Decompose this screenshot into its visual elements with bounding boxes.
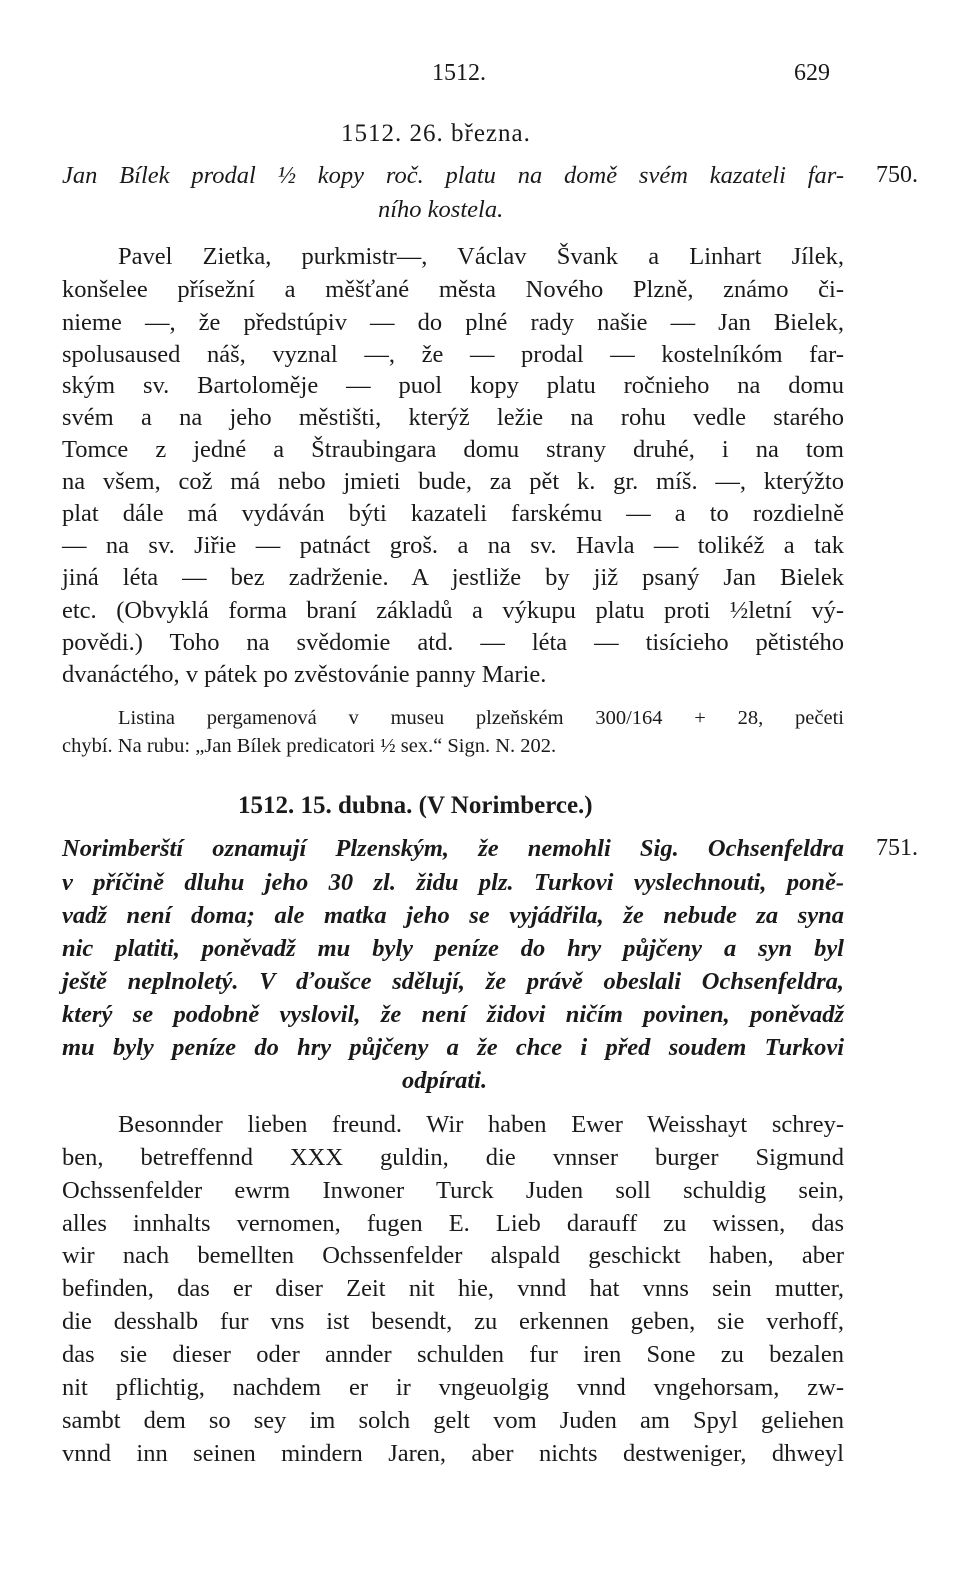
entry-751-body-line: die desshalb fur vns ist besendt, zu erkennen geben, sie verhoff, [62, 1308, 844, 1335]
entry-751-body-line: das sie dieser oder annder schulden fur iren Sone zu bezalen [62, 1341, 844, 1368]
entry-751-summary-line: odpírati. [402, 1067, 488, 1094]
entry-751-summary-line: vadž není doma; ale matka jeho se vyjádřila, že nebude za syna [62, 902, 844, 929]
entry-751-body-line: alles innhalts vernomen, fugen E. Lieb darauff zu wissen, das [62, 1210, 844, 1237]
entry-750-summary-line: Jan Bílek prodal ½ kopy roč. platu na domě svém kazateli far- [62, 162, 844, 189]
entry-751-summary-line: který se podobně vyslovil, že není židovi ničím povinen, poněvadž [62, 1001, 844, 1028]
entry-751-date-text: 1512. 15. dubna. (V Norimberce.) [238, 792, 593, 819]
entry-751-date [238, 792, 593, 820]
entry-750-body-line: konšelee přísežní a měšťané města Nového Plzně, známo či- [62, 276, 844, 303]
entry-750-body-line: na všem, což má nebo jmieti bude, za pět k. gr. míš. —, kterýžto [62, 468, 844, 495]
entry-750-body-line: nieme —, že předstúpiv — do plné rady našie — Jan Bielek, [62, 309, 844, 336]
entry-751-body-line: sambt dem so sey im solch gelt vom Juden am Spyl geliehen [62, 1407, 844, 1434]
entry-751-summary-line: Norimberští oznamují Plzenským, že nemohli Sig. Ochsenfeldra [62, 835, 844, 862]
entry-750-date: 1512. 26. března. [341, 120, 531, 147]
entry-751-body-line: vnnd inn seinen mindern Jaren, aber nichts destweniger, dhweyl [62, 1440, 844, 1467]
entry-750-number: 750. [876, 162, 918, 188]
entry-750-summary-line: ního kostela. [378, 196, 504, 223]
entry-751-summary-line: nic platiti, poněvadž mu byly peníze do hry půjčeny a syn byl [62, 935, 844, 962]
entry-750-body-line: spolusaused náš, vyznal —, že — prodal — kostelníkóm far- [62, 341, 844, 368]
entry-751-body-line: wir nach bemellten Ochssenfelder alspald geschickt haben, aber [62, 1242, 844, 1269]
entry-751-body-line: ben, betreffennd XXX guldin, die vnnser burger Sigmund [62, 1144, 844, 1171]
entry-751-summary-line: v příčině dluhu jeho 30 zl. židu plz. Turkovi vyslechnouti, poně- [62, 869, 844, 896]
entry-750-body-line: dvanáctého, v pátek po zvěstovánie panny Marie. [62, 661, 547, 688]
entry-750-body-line: svém a na jeho městišti, kterýž ležie na rohu vedle starého [62, 404, 844, 431]
entry-751-summary-line: mu byly peníze do hry půjčeny a že chce i před soudem Turkovi [62, 1034, 844, 1061]
entry-750-archival-note: Listina pergamenová v museu plzeňském 300/164 + 28, pečeti [118, 707, 844, 729]
entry-750-body-line: ským sv. Bartoloměje — puol kopy platu ročnieho na domu [62, 372, 844, 399]
entry-750-body-line: — na sv. Jiřie — patnáct groš. a na sv. Havla — tolikéž a tak [62, 532, 844, 559]
entry-751-body-line: nit pflichtig, nachdem er ir vngeuolgig vnnd vngehorsam, zw- [62, 1374, 844, 1401]
entry-750-body-line: jiná léta — bez zadrženie. A jestliže by již psaný Jan Bielek [62, 564, 844, 591]
entry-751-body-line: Besonnder lieben freund. Wir haben Ewer Weisshayt schrey- [118, 1111, 844, 1138]
entry-750-body-line: Pavel Zietka, purkmistr—, Václav Švank a Linhart Jílek, [118, 243, 844, 270]
entry-751-body-line: Ochssenfelder ewrm Inwoner Turck Juden soll schuldig sein, [62, 1177, 844, 1204]
entry-750-body-line: povědi.) Toho na svědomie atd. — léta — tisícieho pětistého [62, 629, 844, 656]
entry-750-archival-note: chybí. Na rubu: „Jan Bílek predicatori ½ sex.“ Sign. N. 202. [62, 735, 557, 757]
entry-750-body-line: plat dále má vydáván býti kazateli farskému — a to rozdielně [62, 500, 844, 527]
entry-751-summary-line: ještě neplnoletý. V ďoušce sdělují, že právě obeslali Ochsenfeldra, [62, 968, 844, 995]
entry-750-body-line: etc. (Obvyklá forma braní základů a výkupu platu proti ½letní vý- [62, 597, 844, 624]
page-number: 629 [794, 60, 830, 86]
entry-751-body-line: befinden, das er diser Zeit nit hie, vnnd hat vnns sein mutter, [62, 1275, 844, 1302]
running-header-year: 1512. [432, 60, 486, 86]
entry-751-number: 751. [876, 835, 918, 861]
entry-750-body-line: Tomce z jedné a Štraubingara domu strany druhé, i na tom [62, 436, 844, 463]
